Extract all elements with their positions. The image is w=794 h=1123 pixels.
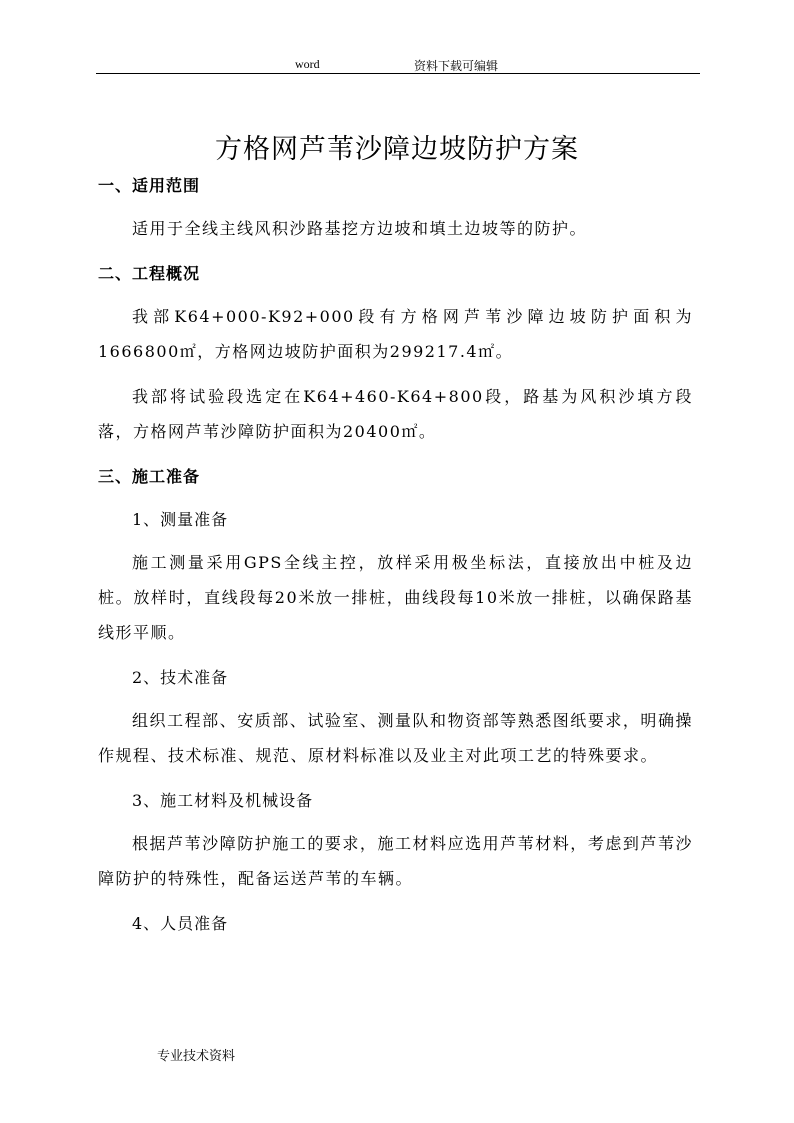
subheading-personnel: 4、人员准备 (132, 914, 229, 933)
paragraph-overview-1: 我部K64+000-K92+000段有方格网芦苇沙障边坡防护面积为1666800㎡，方格网边坡防护面积为299217.4㎡。 (98, 307, 693, 361)
subheading-survey: 1、测量准备 (132, 510, 229, 529)
subheading-materials: 3、施工材料及机械设备 (132, 791, 314, 810)
paragraph-technical: 组织工程部、安质部、试验室、测量队和物资部等熟悉图纸要求，明确操作规程、技术标准、规范、原材料标准以及业主对此项工艺的特殊要求。 (98, 711, 693, 765)
page-footer: 专业技术资料 (157, 1049, 236, 1064)
document-body (98, 168, 693, 949)
section-heading-preparation: 三、施工准备 (98, 467, 201, 486)
paragraph-scope: 适用于全线主线风积沙路基挖方边坡和填土边坡等的防护。 (132, 219, 588, 238)
section-heading-overview: 二、工程概况 (98, 264, 201, 283)
paragraph-materials: 根据芦苇沙障防护施工的要求，施工材料应选用芦苇材料，考虑到芦苇沙障防护的特殊性，配备运送芦苇的车辆。 (98, 834, 693, 888)
document-title: 方格网芦苇沙障边坡防护方案 (215, 134, 579, 165)
page-header (0, 0, 794, 74)
header-divider (96, 73, 700, 74)
header-right-text: 资料下载可编辑 (414, 59, 499, 73)
paragraph-overview-2: 我部将试验段选定在K64+460-K64+800段，路基为风积沙填方段落，方格网芦苇沙障防护面积为20400㎡。 (98, 387, 693, 441)
header-left-text: word (295, 57, 320, 71)
section-heading-scope: 一、适用范围 (98, 176, 201, 195)
paragraph-survey: 施工测量采用GPS全线主控，放样采用极坐标法，直接放出中桩及边桩。放样时，直线段每20米放一排桩，曲线段每10米放一排桩，以确保路基线形平顺。 (98, 553, 693, 642)
subheading-technical: 2、技术准备 (132, 668, 229, 687)
